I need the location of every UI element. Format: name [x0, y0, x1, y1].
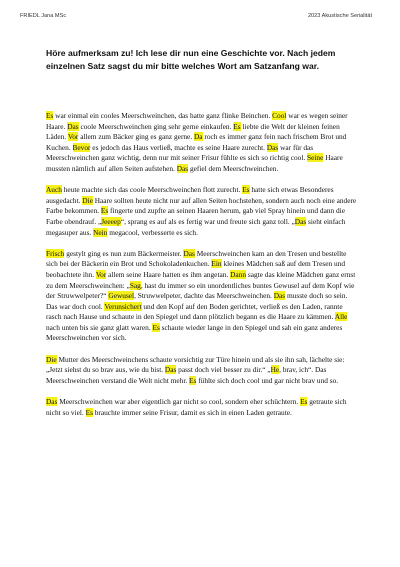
story-text: roch es immer ganz fein nach frischem Brot und Kuchen. — [46, 132, 347, 152]
story-text: sieht einfach megasuper aus. — [46, 216, 346, 237]
story-text: und den Kopf auf den Boden gerichtet, verließ es den Laden, rannte rasch nach Hause und schaute in den Spiegel und dann plötzlich begann es die Haare zu kämmen. — [46, 301, 343, 322]
highlighted-first-word: Verunsichert — [104, 301, 142, 311]
highlighted-first-word: Das — [183, 248, 195, 258]
highlighted-first-word: Das — [67, 121, 79, 131]
highlighted-first-word: Es — [189, 375, 197, 385]
story-text: schaute wieder lange in den Spiegel und sah ein ganz anderes Meerschweinchen vor sich. — [46, 322, 343, 343]
story-text: megacool, verbesserte es sich. — [107, 227, 198, 237]
story-text: liebte die Welt der kleinen feinen Läden. — [46, 121, 340, 142]
story-text: , hast du immer so ein unordentliches buntes Gewusel auf dem Kopf wie der Struwwelpeter?“ — [46, 280, 355, 301]
highlighted-first-word: Sag — [129, 280, 141, 290]
story-paragraph — [46, 355, 358, 387]
highlighted-first-word: Es — [242, 185, 250, 195]
highlighted-first-word: Auch — [46, 185, 62, 195]
highlighted-first-word: Das — [46, 397, 58, 407]
story-paragraph — [46, 185, 358, 238]
story-text: war es wegen seiner Haare. — [46, 111, 348, 131]
highlighted-first-word: Nein — [93, 227, 108, 237]
story-text: , Struwwelpeter, dachte das Meerschweinchen. — [134, 291, 274, 301]
story-text: allem zum Bäcker ging es ganz gerne. — [78, 132, 194, 142]
story-text: brauchte immer seine Frisur, damit es sich in einen Laden getraute. — [92, 407, 292, 417]
story-text: passt doch viel besser zu dir.“ „ — [176, 365, 271, 375]
highlighted-first-word: Es — [46, 111, 54, 120]
story-text: war einmal ein cooles Meerschweinchen, das hatte ganz flinke Beinchen. — [53, 111, 273, 120]
story-text: Meerschweinchen war aber eigentlich gar nicht so cool, sondern eher schüchtern. — [57, 397, 301, 407]
highlighted-first-word: Dann — [230, 269, 247, 279]
story-text: gestylt ging es nun zum Bäckermeister. — [64, 248, 184, 258]
highlighted-first-word: Die — [46, 354, 57, 364]
story-text: , brav, ich“. Das Meerschweinchen verstand die Welt nicht mehr. — [46, 365, 327, 385]
highlighted-first-word: Jeeeep — [101, 216, 121, 226]
highlighted-first-word: Die — [82, 195, 93, 205]
highlighted-first-word: Frisch — [46, 248, 65, 258]
highlighted-first-word: Da — [194, 132, 203, 142]
highlighted-first-word: Seine — [307, 153, 324, 163]
highlighted-first-word: Es — [300, 397, 308, 407]
highlighted-first-word: Cool — [272, 111, 287, 120]
story-text: hatte sich etwas Besonderes ausgedacht. — [46, 185, 334, 205]
story-text: musste doch so sein. Das war doch cool. — [46, 291, 348, 311]
highlighted-first-word: Es — [100, 206, 109, 216]
story-body — [46, 111, 358, 429]
story-text: coole Meerschweinchen ging sehr gerne einkaufen. — [78, 121, 234, 131]
story-text: es jedoch das Haus verließ, machte es seine Haare zurecht. — [90, 142, 267, 152]
header-course: 2023 Akustische Serialität — [307, 13, 372, 19]
story-text: Haare mussten nämlich auf allen Seiten aufstehen. — [46, 153, 343, 173]
header-author: FRIEDL Jana MSc — [20, 13, 67, 19]
highlighted-first-word: Alle — [334, 312, 348, 322]
highlighted-first-word: Es — [152, 322, 160, 332]
story-text: war für das Meerschweinchen ganz wichtig, denn nur mit seiner Frisur fühlte es sich so richtig cool. — [46, 142, 314, 163]
story-paragraph — [46, 397, 358, 418]
story-text: heute machte sich das coole Meerschweinchen flott zurecht. — [61, 185, 243, 195]
story-text: fühlte sich doch cool und gar nicht brav und so. — [196, 375, 339, 385]
highlighted-first-word: Das — [176, 163, 189, 173]
story-text: nach unten bis sie ganz glatt waren. — [46, 322, 153, 332]
highlighted-first-word: Bevor — [72, 142, 91, 152]
story-text: gefiel dem Meerschweinchen. — [188, 163, 279, 173]
highlighted-first-word: Ein — [211, 259, 222, 269]
story-text: Mutter des Meerschweinchens schaute vorsichtig zur Türe hinein und als sie ihn sah, lächelte sie: „Jetzt siehst du so brav aus, wie du bist. — [46, 354, 345, 375]
story-paragraph — [46, 111, 358, 175]
story-text: kleines Mädchen saß auf dem Tresen und beobachtete ihn. — [46, 259, 346, 279]
page-header — [20, 13, 372, 19]
story-text: fingerte und zupfte an seinen Haaren herum, gab viel Spray hinein und dann die Farbe obendrauf. „ — [46, 206, 345, 226]
highlighted-first-word: Das — [266, 142, 279, 152]
highlighted-first-word: Das — [164, 365, 177, 375]
story-text: getraute sich nicht so viel. — [46, 397, 347, 417]
highlighted-first-word: Das — [273, 291, 286, 301]
highlighted-first-word: Gewusel — [108, 291, 135, 301]
story-text: “, sprang es auf als es fertig war und freute sich ganz toll. „ — [120, 216, 295, 226]
instruction-title: Höre aufmerksam zu! Ich lese dir nun eine Geschichte vor. Nach jedem einzelnen Satz sagst du mir bitte welches Wort am Satzanfang war. — [46, 48, 336, 71]
highlighted-first-word: Vor — [95, 269, 107, 279]
highlighted-first-word: Vor — [67, 132, 79, 142]
story-text: allem seine Haare hatten es ihm angetan. — [106, 269, 231, 279]
story-text: Meerschweinchen kam an den Tresen und bestellte sich bei der Bäckerin ein Brot und Schokoladenkuchen. — [46, 248, 347, 269]
highlighted-first-word: He — [270, 365, 280, 375]
story-text: Haare sollten heute nicht nur auf allen Seiten hochstehen, sondern auch noch eine andere Farbe bekommen. — [46, 195, 357, 216]
story-paragraph — [46, 249, 358, 344]
highlighted-first-word: Es — [233, 121, 241, 131]
highlighted-first-word: Es — [85, 407, 93, 417]
highlighted-first-word: Das — [294, 216, 307, 226]
story-text: sagte das kleine Mädchen ganz ernst zu dem Meerschweinchen: „ — [46, 269, 356, 290]
